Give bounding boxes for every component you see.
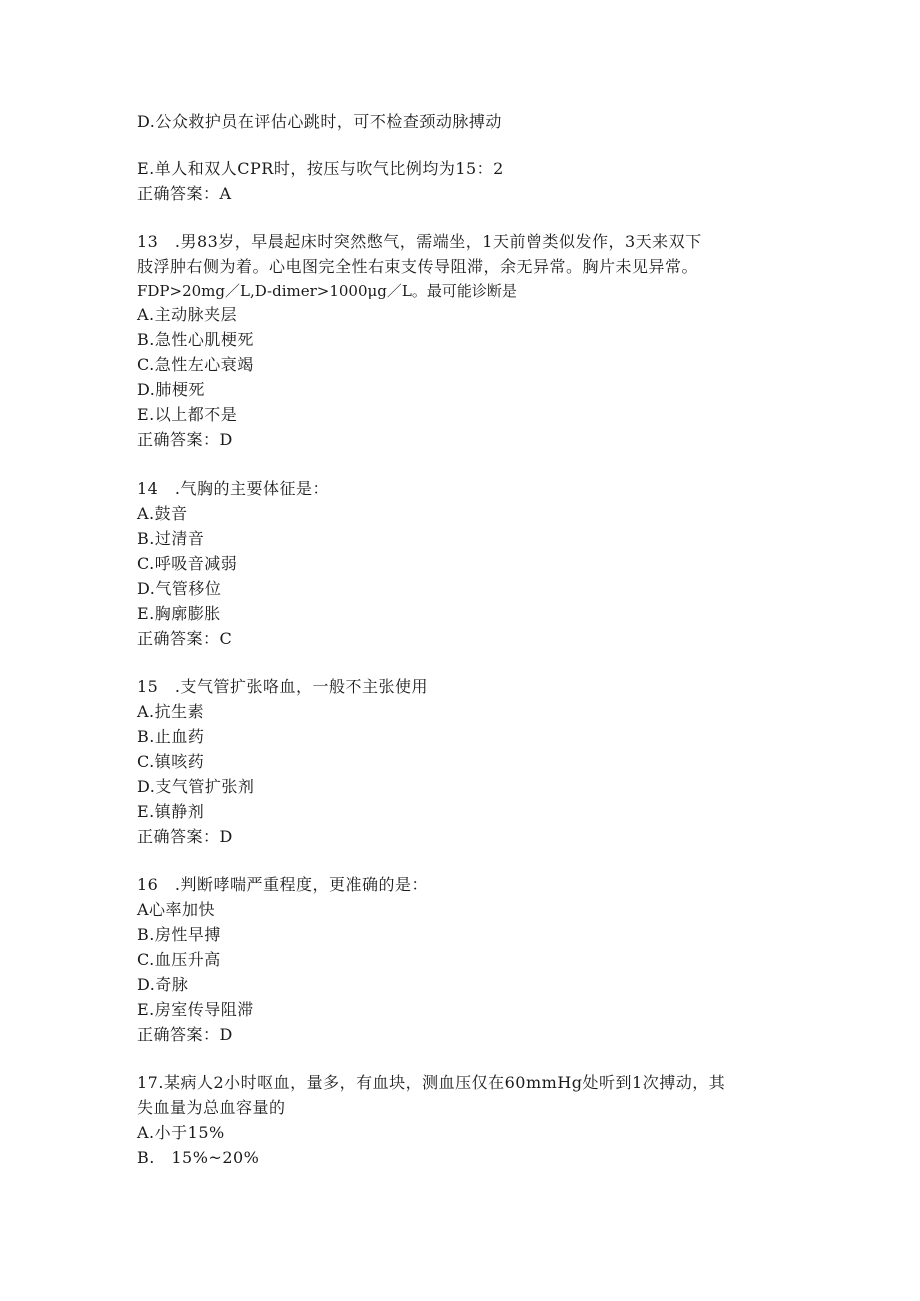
question-14: 14 .气胸的主要体征是： [137, 479, 329, 498]
question-13-line-2: 肢浮肿右侧为着。心电图完全性右束支传导阻滞，余无异常。胸片未见异常。 [137, 257, 699, 276]
question-17-line-1: 17.某病人2小时呕血，量多，有血块，测血压仅在60mmHg处听到1次搏动，其 [137, 1073, 726, 1092]
option-14-a: A.鼓音 [137, 504, 188, 523]
question-13-line-1: 13 .男83岁，早晨起床时突然憋气，需端坐，1天前曾类似发作，3天来双下 [137, 232, 702, 251]
option-17-b: B. 15%~20% [137, 1148, 260, 1167]
answer-15: 正确答案：D [137, 827, 233, 846]
option-16-e: E.房室传导阻滞 [137, 1000, 254, 1019]
answer-13: 正确答案：D [137, 430, 233, 449]
option-15-e: E.镇静剂 [137, 802, 205, 821]
answer-14: 正确答案：C [137, 629, 233, 648]
option-13-a: A.主动脉夹层 [137, 305, 238, 324]
option-13-b: B.急性心肌梗死 [137, 330, 254, 349]
option-15-a: A.抗生素 [137, 702, 205, 721]
option-15-d: D.支气管扩张剂 [137, 777, 255, 796]
question-13-line-3: FDP>20mg／L,D-dimer>1000μg／L。最可能诊断是 [137, 282, 517, 300]
option-16-d: D.奇脉 [137, 975, 189, 994]
option-15-b: B.止血药 [137, 727, 205, 746]
answer-12: 正确答案：A [137, 184, 232, 203]
answer-16: 正确答案：D [137, 1025, 233, 1044]
option-13-e: E.以上都不是 [137, 405, 238, 424]
option-14-e: E.胸廓膨胀 [137, 604, 221, 623]
option-14-c: C.呼吸音减弱 [137, 554, 238, 573]
option-15-c: C.镇咳药 [137, 752, 205, 771]
question-17-line-2: 失血量为总血容量的 [137, 1098, 286, 1117]
option-12-d: D.公众救护员在评估心跳时，可不检查颈动脉搏动 [137, 112, 502, 131]
question-16: 16 .判断哮喘严重程度，更准确的是： [137, 875, 428, 894]
option-13-c: C.急性左心衰竭 [137, 355, 254, 374]
option-12-e: E.单人和双人CPR时，按压与吹气比例均为15：2 [137, 159, 504, 178]
option-14-b: B.过清音 [137, 529, 205, 548]
option-16-b: B.房性早搏 [137, 925, 221, 944]
option-13-d: D.肺梗死 [137, 380, 205, 399]
option-17-a: A.小于15% [137, 1123, 225, 1142]
option-16-a: A心率加快 [137, 900, 216, 919]
question-15: 15 .支气管扩张咯血，一般不主张使用 [137, 677, 428, 696]
option-14-d: D.气管移位 [137, 579, 222, 598]
option-16-c: C.血压升高 [137, 950, 221, 969]
